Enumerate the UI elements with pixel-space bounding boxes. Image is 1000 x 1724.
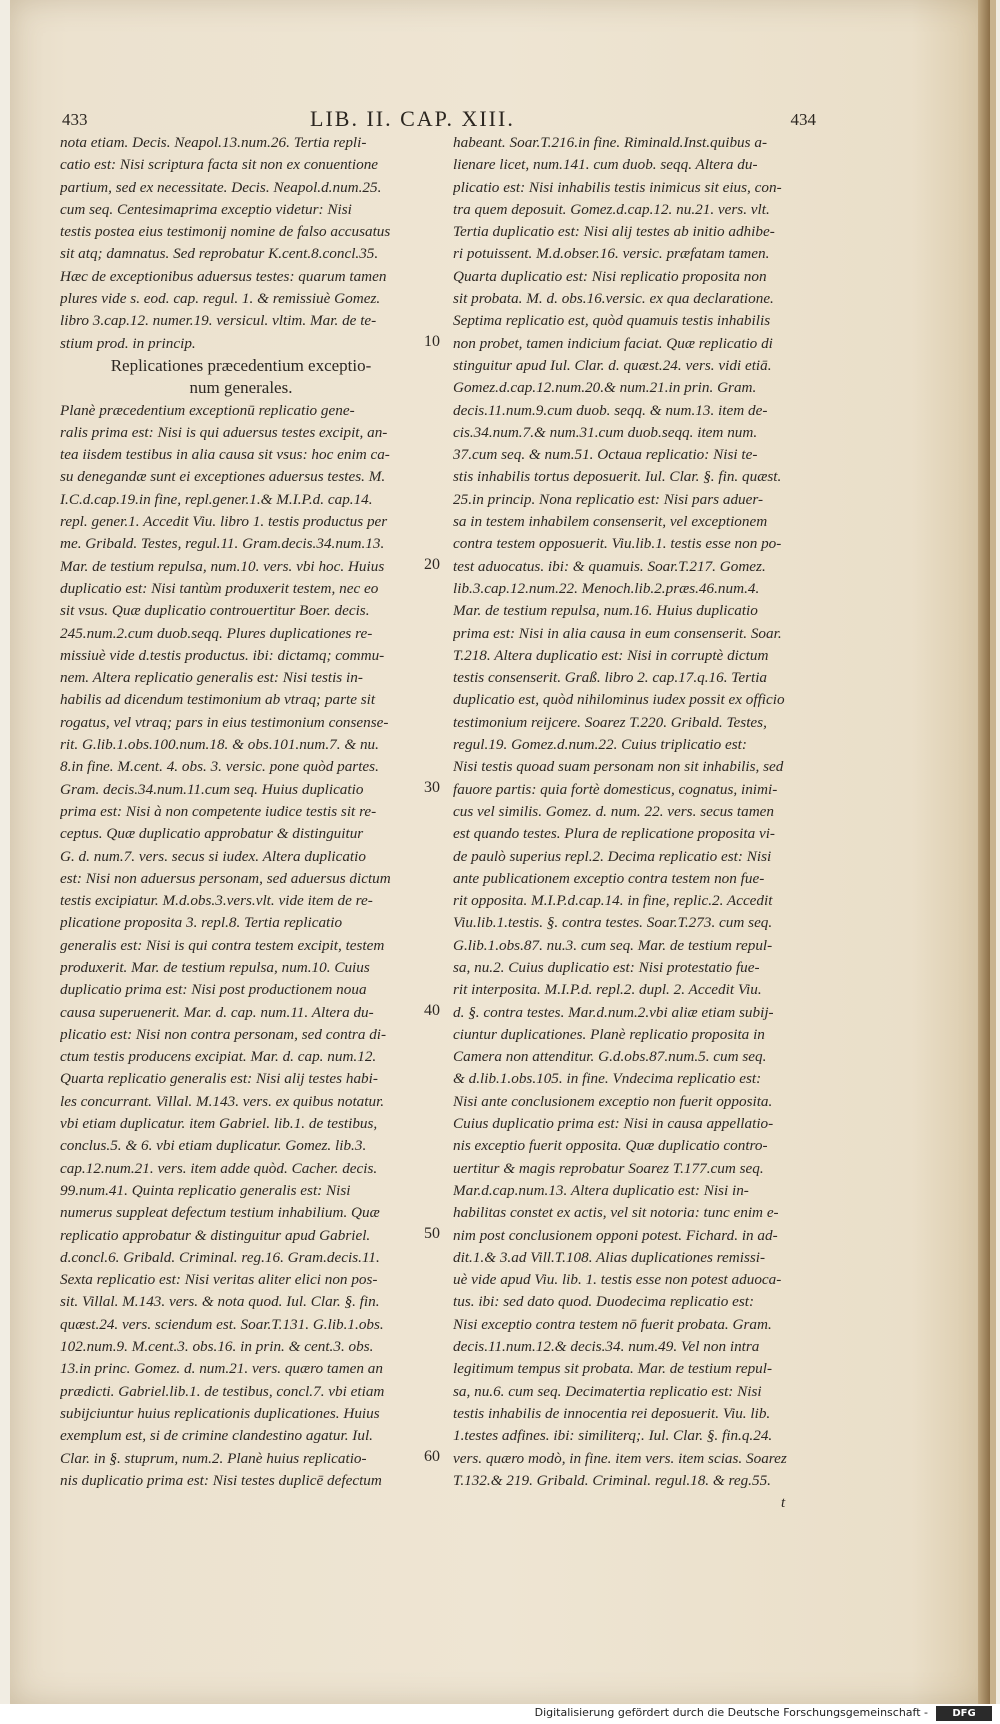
- text-line: exemplum est, si de crimine clandestino agatur. Iul.: [60, 1427, 373, 1445]
- text-line: Nisi exceptio contra testem nō fuerit probata. Gram.: [453, 1315, 772, 1333]
- right-text-column: [453, 132, 819, 1492]
- margin-line-number: 30: [424, 778, 440, 796]
- text-line: sit. Villal. M.143. vers. & nota quod. Iul. Clar. §. fin.: [60, 1293, 380, 1311]
- margin-line-number: 20: [424, 555, 440, 573]
- text-line: Clar. in §. stuprum, num.2. Planè huius replicatio-: [60, 1449, 367, 1467]
- text-line: rit opposita. M.I.P.d.cap.14. in fine, replic.2. Accedit: [453, 892, 773, 910]
- text-line: produxerit. Mar. de testium repulsa, num.10. Cuius: [60, 958, 370, 976]
- text-line: tra quem deposuit. Gomez.d.cap.12. nu.21. vers. vlt.: [453, 200, 770, 218]
- text-line: prima est: Nisi in alia causa in eum consenserit. Soar.: [453, 624, 782, 642]
- text-line: nota etiam. Decis. Neapol.13.num.26. Tertia repli-: [60, 134, 367, 151]
- text-line: test aduocatus. ibi: & quamuis. Soar.T.217. Gomez.: [453, 557, 766, 575]
- page-number-left: 433: [62, 110, 88, 129]
- text-line: plicatione proposita 3. repl.8. Tertia replicatio: [60, 914, 343, 932]
- text-line: Quarta replicatio generalis est: Nisi alij testes habi-: [60, 1070, 378, 1088]
- text-line: T.218. Altera duplicatio est: Nisi in corruptè dictum: [453, 646, 769, 664]
- text-line: 99.num.41. Quinta replicatio generalis est: Nisi: [60, 1181, 351, 1199]
- section-heading-line: Replicationes præcedentium exceptio-: [110, 355, 372, 375]
- text-line: quæst.24. vers. sciendum est. Soar.T.131. G.lib.1.obs.: [60, 1315, 384, 1333]
- text-line: sit probata. M. d. obs.16.versic. ex qua declaratione.: [453, 290, 774, 308]
- text-line: sa, nu.2. Cuius duplicatio est: Nisi protestatio fue-: [453, 958, 760, 976]
- text-line: plicatio est: Nisi inhabilis testis inimicus sit eius, con-: [453, 178, 782, 196]
- footer-credit: Digitalisierung gefördert durch die Deutsche Forschungsgemeinschaft -: [534, 1706, 928, 1719]
- page-edge: [978, 0, 990, 1704]
- text-line: G. d. num.7. vers. secus si iudex. Altera duplicatio: [60, 847, 366, 865]
- text-line: nim post conclusionem opponi potest. Fichard. in ad-: [453, 1226, 778, 1244]
- text-line: Mar. de testium repulsa, num.16. Huius duplicatio: [453, 602, 758, 620]
- margin-line-number: 50: [424, 1224, 440, 1242]
- text-line: sa, nu.6. cum seq. Decimatertia replicatio est: Nisi: [453, 1382, 762, 1400]
- page-number-right: 434: [790, 110, 816, 129]
- text-line: cum seq. Centesimaprima exceptio videtur: Nisi: [60, 200, 352, 218]
- text-line: testis inhabilis de innocentia rei deposuerit. Viu. lib.: [453, 1404, 771, 1422]
- text-line: Mar.d.cap.num.13. Altera duplicatio est: Nisi in-: [453, 1181, 749, 1199]
- text-line: prædicti. Gabriel.lib.1. de testibus, concl.7. vbi etiam: [60, 1382, 385, 1400]
- text-line: & d.lib.1.obs.105. in fine. Vndecima replicatio est:: [453, 1070, 762, 1088]
- text-line: tus. ibi: sed dato quod. Duodecima replicatio est:: [453, 1293, 755, 1311]
- text-line: sa in testem inhabilem consenserit, vel exceptionem: [453, 513, 768, 531]
- text-line: lienare licet, num.141. cum duob. seqq. Altera du-: [453, 156, 758, 174]
- margin-line-number: 60: [424, 1447, 440, 1465]
- text-line: rogatus, vel vtraq; pars in eius testimonium consense-: [60, 713, 389, 731]
- text-line: repl. gener.1. Accedit Viu. libro 1. testis productus per: [60, 513, 388, 531]
- text-line: habilitas constet ex actis, vel sit notoria: tunc enim e-: [453, 1204, 779, 1222]
- text-line: Tertia duplicatio est: Nisi alij testes ab initio adhibe-: [453, 223, 775, 241]
- text-line: ri potuissent. M.d.obser.16. versic. præfatam tamen.: [453, 245, 770, 263]
- text-line: prima est: Nisi à non competente iudice testis sit re-: [60, 802, 377, 820]
- text-line: d.concl.6. Gribald. Criminal. reg.16. Gram.decis.11.: [60, 1248, 380, 1266]
- text-line: 1.testes adfines. ibi: similiterq;. Iul. Clar. §. fin.q.24.: [453, 1427, 773, 1445]
- text-line: d. §. contra testes. Mar.d.num.2.vbi aliæ etiam subij-: [453, 1003, 774, 1021]
- text-line: replicatio approbatur & distinguitur apud Gabriel.: [60, 1226, 371, 1244]
- dfg-logo: DFG: [936, 1706, 992, 1721]
- text-line: catio est: Nisi scriptura facta sit non ex conuentione: [60, 156, 379, 174]
- text-line: ctum testis producens excipiat. Mar. d. cap. num.12.: [60, 1048, 377, 1066]
- text-line: Quarta duplicatio est: Nisi replicatio proposita non: [453, 267, 767, 285]
- text-line: Nisi testis quoad suam personam non sit inhabilis, sed: [453, 758, 784, 776]
- text-line: 102.num.9. M.cent.3. obs.16. in prin. & cent.3. obs.: [60, 1338, 374, 1356]
- margin-line-number: 10: [424, 332, 440, 350]
- text-line: T.132.& 219. Gribald. Criminal. regul.18. & reg.55.: [453, 1471, 771, 1489]
- text-line: ante publicationem exceptio contra testem non fue-: [453, 869, 765, 887]
- text-line: Gomez.d.cap.12.num.20.& num.21.in prin. Gram.: [453, 379, 757, 397]
- text-line: conclus.5. & 6. vbi etiam duplicatur. Gomez. lib.3.: [60, 1137, 367, 1155]
- text-line: uè vide apud Viu. lib. 1. testis esse non potest aduoca-: [453, 1271, 782, 1289]
- text-line: plicatio est: Nisi non contra personam, sed contra di-: [60, 1025, 387, 1043]
- text-line: cap.12.num.21. vers. item adde quòd. Cacher. decis.: [60, 1159, 378, 1177]
- text-line: me. Gribald. Testes, regul.11. Gram.decis.34.num.13.: [60, 535, 385, 553]
- text-line: de paulò superius repl.2. Decima replicatio est: Nisi: [453, 847, 772, 865]
- text-line: habeant. Soar.T.216.in fine. Riminald.Inst.quibus a-: [453, 134, 768, 151]
- text-line: I.C.d.cap.19.in fine, repl.gener.1.& M.I.P.d. cap.14.: [60, 490, 373, 508]
- text-line: vbi etiam duplicatur. item Gabriel. lib.1. de testibus,: [60, 1115, 378, 1133]
- text-line: vers. quæro modò, in fine. item vers. item scias. Soarez: [453, 1449, 787, 1467]
- margin-line-number: 40: [424, 1001, 440, 1019]
- text-line: Sexta replicatio est: Nisi veritas aliter elici non pos-: [60, 1271, 378, 1289]
- text-line: sit atq; damnatus. Sed reprobatur K.cent.8.concl.35.: [60, 245, 379, 263]
- text-line: G.lib.1.obs.87. nu.3. cum seq. Mar. de testium repul-: [453, 936, 773, 954]
- text-line: lib.3.cap.12.num.22. Menoch.lib.2.præs.46.num.4.: [453, 579, 760, 597]
- catchword: t: [781, 1495, 786, 1511]
- text-line: dit.1.& 3.ad Vill.T.108. Alias duplicationes remissi-: [453, 1248, 766, 1266]
- text-line: decis.11.num.9.cum duob. seqq. & num.13. item de-: [453, 401, 768, 419]
- running-head: LIB. II. CAP. XIII.: [310, 106, 515, 131]
- text-line: Mar. de testium repulsa, num.10. vers. vbi hoc. Huius: [60, 557, 385, 575]
- text-line: cus vel similis. Gomez. d. num. 22. vers. secus tamen: [453, 802, 774, 820]
- text-line: Hæc de exceptionibus aduersus testes: quarum tamen: [60, 267, 387, 285]
- text-line: generalis est: Nisi is qui contra testem excipit, testem: [60, 936, 385, 954]
- text-line: nem. Altera replicatio generalis est: Nisi testis in-: [60, 669, 363, 687]
- text-line: testis consenserit. Graß. libro 2. cap.17.q.16. Tertia: [453, 669, 768, 687]
- text-line: les concurrant. Villal. M.143. vers. ex quibus notatur.: [60, 1092, 385, 1110]
- text-line: Nisi ante conclusionem exceptio non fuerit opposita.: [453, 1092, 773, 1110]
- text-line: Gram. decis.34.num.11.cum seq. Huius duplicatio: [60, 780, 364, 798]
- text-line: 8.in fine. M.cent. 4. obs. 3. versic. pone quòd partes.: [60, 758, 379, 776]
- text-line: missiuè vide d.testis productus. ibi: dictamq; commu-: [60, 646, 385, 664]
- text-line: habilis ad dicendum testimonium ab vtraq; parte sit: [60, 691, 376, 709]
- text-line: 37.cum seq. & num.51. Octaua replicatio: Nisi te-: [453, 446, 758, 464]
- text-line: stium prod. in princip.: [60, 334, 196, 352]
- text-line: testis excipiatur. M.d.obs.3.vers.vlt. vide item de re-: [60, 892, 373, 910]
- left-text-column: [60, 132, 422, 1492]
- text-line: 25.in princip. Nona replicatio est: Nisi pars aduer-: [453, 490, 764, 508]
- text-line: Cuius duplicatio prima est: Nisi in causa appellatio-: [453, 1115, 774, 1133]
- text-line: partium, sed ex necessitate. Decis. Neapol.d.num.25.: [60, 178, 382, 196]
- text-line: cis.34.num.7.& num.31.cum duob.seqq. item num.: [453, 423, 758, 441]
- text-line: 245.num.2.cum duob.seqq. Plures duplicationes re-: [60, 624, 373, 642]
- text-line: legitimum tempus sit probata. Mar. de testium repul-: [453, 1360, 773, 1378]
- text-line: stinguitur apud Iul. Clar. d. quæst.24. vers. vidi etiā.: [453, 356, 772, 374]
- text-line: Planè præcedentium exceptionū replicatio gene-: [60, 401, 355, 419]
- text-line: est: Nisi non aduersus personam, sed aduersus dictum: [60, 869, 391, 887]
- text-line: sit vsus. Quæ duplicatio controuertitur Boer. decis.: [60, 602, 370, 620]
- text-line: subijciuntur huius replicationis duplicationes. Huius: [60, 1404, 380, 1422]
- section-heading-line: num generales.: [189, 378, 293, 398]
- text-line: ciuntur duplicationes. Planè replicatio proposita in: [453, 1025, 765, 1043]
- text-line: numerus suppleat defectum testium inhabilium. Quæ: [60, 1204, 380, 1222]
- text-line: fauore partis: quia fortè domesticus, cognatus, inimi-: [453, 780, 778, 798]
- text-line: duplicatio est: Nisi tantùm produxerit testem, nec eo: [60, 579, 379, 597]
- text-line: uertitur & magis reprobatur Soarez T.177.cum seq.: [453, 1159, 764, 1177]
- text-line: testimonium reijcere. Soarez T.220. Gribald. Testes,: [453, 713, 767, 731]
- text-line: nis duplicatio prima est: Nisi testes duplicē defectum: [60, 1471, 382, 1489]
- text-line: ceptus. Quæ duplicatio approbatur & distinguitur: [60, 825, 364, 843]
- text-line: causa superuenerit. Mar. d. cap. num.11. Altera du-: [60, 1003, 374, 1021]
- text-line: stis inhabilis tortus deposuerit. Iul. Clar. §. fin. quæst.: [453, 468, 782, 486]
- text-line: contra testem opposuerit. Viu.lib.1. testis esse non po-: [453, 535, 782, 553]
- text-line: nis exceptio fuerit opposita. Quæ duplicatio contro-: [453, 1137, 768, 1155]
- text-line: rit interposita. M.I.P.d. repl.2. dupl. 2. Accedit Viu.: [453, 981, 762, 999]
- text-line: Camera non attenditur. G.d.obs.87.num.5. cum seq.: [453, 1048, 767, 1066]
- text-line: testis postea eius testimonij nomine de falso accusatus: [60, 223, 391, 241]
- text-line: Septima replicatio est, quòd quamuis testis inhabilis: [453, 312, 771, 330]
- text-line: Viu.lib.1.testis. §. contra testes. Soar.T.273. cum seq.: [453, 914, 773, 932]
- text-line: plures vide s. eod. cap. regul. 1. & remissiuè Gomez.: [60, 290, 381, 308]
- text-line: non probet, tamen indicium faciat. Quæ replicatio di: [453, 334, 773, 352]
- text-line: est quando testes. Plura de replicatione proposita vi-: [453, 825, 775, 843]
- text-line: rit. G.lib.1.obs.100.num.18. & obs.101.num.7. & nu.: [60, 736, 379, 754]
- text-line: 13.in princ. Gomez. d. num.21. vers. quæro tamen an: [60, 1360, 383, 1378]
- text-line: su denegandæ sunt ei exceptiones aduersus testes. M.: [60, 468, 386, 486]
- text-line: regul.19. Gomez.d.num.22. Cuius triplicatio est:: [453, 736, 747, 754]
- text-line: libro 3.cap.12. numer.19. versicul. vltim. Mar. de te-: [60, 312, 377, 330]
- text-line: duplicatio prima est: Nisi post productionem noua: [60, 981, 367, 999]
- text-line: ralis prima est: Nisi is qui aduersus testes excipit, an-: [60, 423, 388, 441]
- text-line: tea iisdem testibus in alia causa sit vsus: hoc enim ca-: [60, 446, 390, 464]
- text-line: decis.11.num.12.& decis.34. num.49. Vel non intra: [453, 1338, 760, 1356]
- text-line: duplicatio est, quòd nihilominus iudex possit ex officio: [453, 691, 785, 709]
